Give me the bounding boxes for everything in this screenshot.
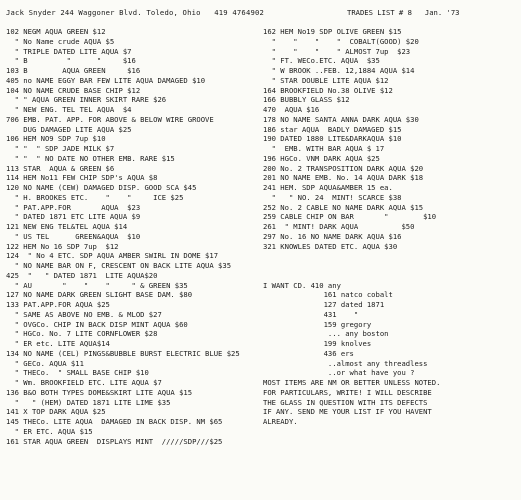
list-line: 436 ers (263, 348, 354, 358)
list-line: 102 NEGM AQUA GREEN $12 (6, 27, 106, 36)
header-list-title: TRADES LIST # 8 Jan. '73 (347, 8, 460, 17)
list-line: 259 CABLE CHIP ON BAR " $10 (263, 212, 437, 222)
list-line: " NEW ENG. TEL TEL AQUA $4 (6, 105, 132, 114)
list-line: 201 NO NAME EMB. No. 14 AQUA DARK $18 (263, 173, 424, 183)
list-line: 120 NO NAME (CEW) DAMAGED DISP. GOOD SCA $45 (6, 183, 197, 192)
list-line: ..almost any threadless (263, 358, 428, 368)
list-line: 141 X TOP DARK AQUA $25 (6, 407, 106, 417)
list-line: 164 BROOKFIELD No.38 OLIVE $12 (263, 85, 393, 95)
list-line: " " " " COBALT(GOOD) $20 (263, 36, 419, 46)
list-line: 470 AQUA $16 (263, 105, 320, 114)
list-line: 321 KNOWLES DATED ETC. AQUA $30 (263, 241, 398, 251)
list-line: " FT. WECo.ETC. AQUA $35 (263, 56, 380, 66)
list-line: 431 " (263, 309, 359, 319)
list-line: 261 " MINT! DARK AQUA $50 (263, 222, 415, 231)
list-line: MOST ITEMS ARE NM OR BETTER UNLESS NOTED. (263, 378, 441, 387)
list-line: 127 NO NAME DARK GREEN SLIGHT BASE DAM. $80 (6, 290, 193, 300)
list-line: " " " NO DATE NO OTHER EMB. RARE $15 (6, 153, 175, 163)
list-line: THE GLASS IN QUESTION WITH ITS DEFECTS (263, 397, 428, 407)
list-line: 134 NO NAME (CEL) PINGS&BUBBLE BURST ELECTRIC BLUE $25 (6, 348, 240, 358)
list-line: 106 HEM NO9 SDP 7up $10 (6, 134, 106, 144)
list-line: " " (HEM) DATED 1871 LITE LIME $35 (6, 397, 171, 407)
list-line: 159 gregory (263, 319, 372, 329)
list-line: 706 EMB. PAT. APP. FOR ABOVE & BELOW WIRE GROOVE (6, 114, 214, 124)
list-line (263, 251, 519, 261)
list-line: " " AQUA GREEN INNER SKIRT RARE $26 (6, 95, 167, 105)
list-line: 297 No. 16 NO NAME DARK AQUA $16 (263, 231, 402, 241)
list-line: " B " " $16 (6, 56, 136, 66)
list-line: IF ANY. SEND ME YOUR LIST IF YOU HAVENT (263, 407, 432, 417)
list-line: 241 HEM. SDP AQUA&AMBER 15 ea. (263, 183, 393, 192)
list-line: " PAT.APP.FOR AQUA $23 (6, 202, 141, 212)
list-line: FOR PARTICULARS, WRITE! I WILL DESCRIBE (263, 387, 432, 397)
list-line: 122 HEM No 16 SDP 7up $12 (6, 241, 119, 251)
list-line: " AU " " " " & GREEN $35 (6, 280, 188, 290)
list-line: 113 STAR AQUA & GREEN $6 (6, 163, 115, 173)
list-line: 133 PAT.APP.FOR AQUA $25 (6, 300, 110, 309)
list-line: " Wm. BROOKFIELD ETC. LITE AQUA $7 (6, 378, 162, 387)
list-line: 425 " " DATED 1871 LITE AQUA$20 (6, 270, 158, 280)
list-line: " ER etc. LITE AQUA$14 (6, 339, 110, 348)
list-line: " OVGCo. CHIP IN BACK DISP MINT AQUA $60 (6, 319, 188, 329)
list-line: ... any boston (263, 329, 389, 339)
list-line: 178 NO NAME SANTA ANNA DARK AQUA $30 (263, 114, 419, 124)
list-line: 200 No. 2 TRANSPOSITION DARK AQUA $20 (263, 163, 424, 173)
right-column (263, 27, 519, 427)
list-line: " STAR DOUBLE LITE AQUA $12 (263, 75, 389, 85)
list-line: 145 THECo. LITE AQUA DAMAGED IN BACK DISP. NM $65 (6, 417, 223, 426)
list-line: 136 B&O BOTH TYPES DOME&SKIRT LITE AQUA $15 (6, 387, 193, 397)
list-line: 121 NEW ENG TEL&TEL AQUA $14 (6, 222, 128, 231)
list-line: 196 HGCo. VNM DARK AQUA $25 (263, 153, 380, 163)
list-line: " NO NAME BAR ON F, CRESCENT ON BACK LITE AQUA $35 (6, 261, 232, 270)
list-line: DUG DAMAGED LITE AQUA $25 (6, 124, 132, 134)
list-line: 114 HEM No11 FEW CHIP SDP's AQUA $8 (6, 173, 158, 183)
list-line: 199 knolves (263, 339, 372, 348)
list-line: " DATED 1871 ETC LITE AQUA $9 (6, 212, 141, 222)
list-line: " GECo. AQUA $11 (6, 358, 84, 368)
list-line: " " " SDP JADE MILK $7 (6, 144, 115, 153)
header-address: Jack Snyder 244 Waggoner Blvd. Toledo, Ohio 419 4764902 (6, 8, 265, 17)
list-line: " No Name crude AQUA $5 (6, 36, 115, 46)
list-line: " ER ETC. AQUA $15 (6, 426, 93, 436)
list-line: 103 B AQUA GREEN $16 (6, 66, 141, 75)
list-line (263, 271, 519, 281)
list-line: " " NO. 24 MINT! SCARCE $38 (263, 192, 402, 202)
left-column (6, 27, 266, 446)
list-line: " THECo. " SMALL BASE CHIP $10 (6, 368, 149, 378)
list-line: 161 STAR AQUA GREEN DISPLAYS MINT /////SDP///$25 (6, 436, 223, 446)
list-line (263, 261, 519, 271)
list-line: 162 HEM No19 SDP OLIVE GREEN $15 (263, 27, 402, 36)
list-line: " " " " ALMOST 7up $23 (263, 46, 411, 56)
list-line: ..or what have you ? (263, 368, 415, 378)
list-line: 124 " No 4 ETC. SDP AQUA AMBER SWIRL IN DOME $17 (6, 251, 219, 261)
list-line: 166 BUBBLY GLASS $12 (263, 95, 350, 105)
list-line: " W BROOK ..FEB. 12,1884 AQUA $14 (263, 66, 415, 75)
list-line: 190 DATED 1880 LITE&DARKAQUA $10 (263, 134, 402, 144)
list-line: " US TEL GREEN&AQUA $10 (6, 231, 141, 241)
list-line: 127 dated 1871 (263, 300, 385, 309)
list-line: 161 natco cobalt (263, 290, 393, 300)
list-line: 252 No. 2 CABLE NO NAME DARK AQUA $15 (263, 202, 424, 212)
list-line: " EMB. WITH BAR AQUA $ 17 (263, 144, 385, 153)
list-line: " HGCo. No. 7 LITE CORNFLOWER $28 (6, 329, 158, 339)
list-line: ALREADY. (263, 417, 298, 426)
list-line: 104 NO NAME CRUDE BASE CHIP $12 (6, 85, 141, 95)
list-line: " TRIPLE DATED LITE AQUA $7 (6, 46, 132, 56)
list-line: 405 no NAME EGGY BAR FEW LITE AQUA DAMAGED $10 (6, 75, 206, 85)
list-line: " SAME AS ABOVE NO EMB. & MLOD $27 (6, 309, 162, 319)
list-line: 186 star AQUA BADLY DAMAGED $15 (263, 124, 402, 134)
list-line: " H. BROOKES ETC. " " ICE $25 (6, 192, 184, 202)
list-line: I WANT CD. 410 any (263, 280, 341, 290)
